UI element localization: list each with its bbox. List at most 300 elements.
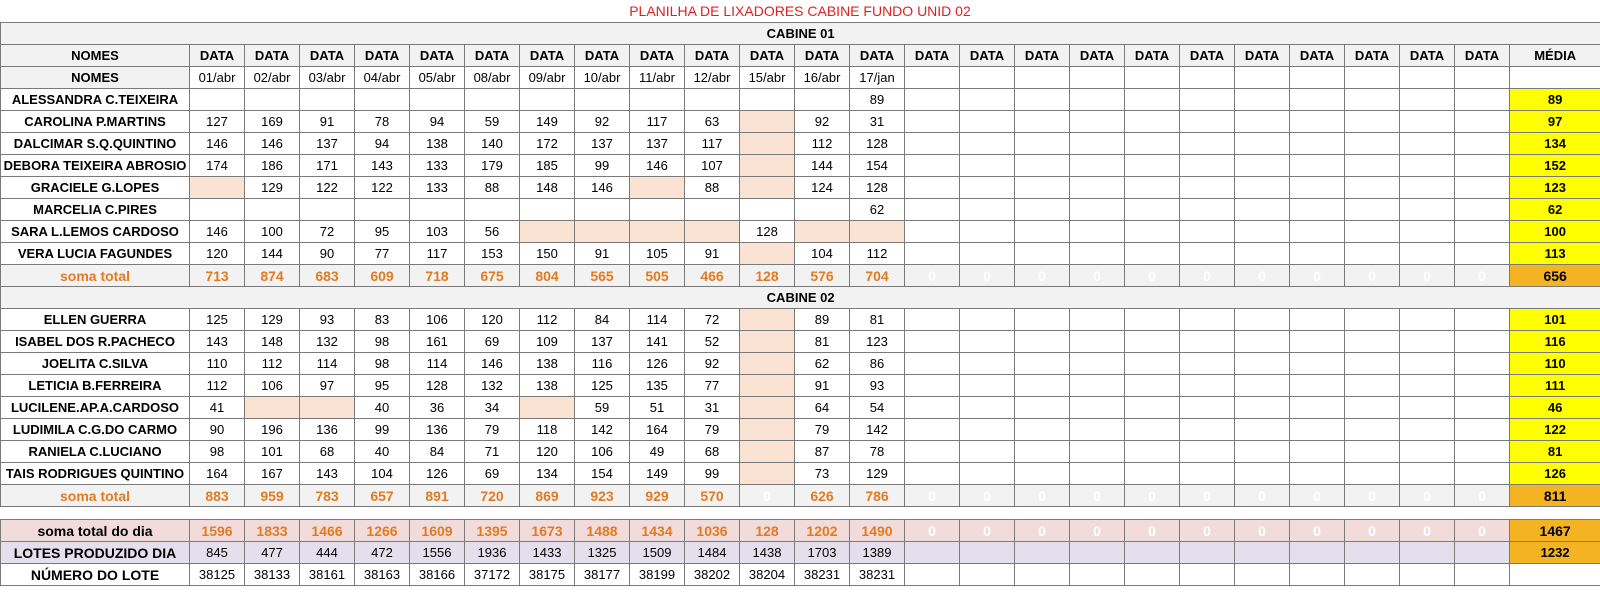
value-cell[interactable]: 105 <box>630 243 685 265</box>
value-cell[interactable]: 95 <box>355 375 410 397</box>
date-cell[interactable]: 16/abr <box>795 67 850 89</box>
value-cell[interactable] <box>1345 419 1400 441</box>
value-cell[interactable] <box>960 133 1015 155</box>
lot-number-cell[interactable] <box>1180 564 1235 586</box>
date-cell[interactable]: 03/abr <box>300 67 355 89</box>
value-cell[interactable]: 129 <box>850 463 905 485</box>
value-cell[interactable] <box>355 199 410 221</box>
value-cell[interactable]: 101 <box>245 441 300 463</box>
value-cell[interactable] <box>1345 397 1400 419</box>
total-cell[interactable]: 0 <box>905 265 960 287</box>
value-cell[interactable] <box>1015 309 1070 331</box>
value-cell[interactable]: 107 <box>685 155 740 177</box>
lot-number-cell[interactable] <box>1345 564 1400 586</box>
value-cell[interactable] <box>740 199 795 221</box>
value-cell[interactable]: 141 <box>630 331 685 353</box>
date-header[interactable]: DATA <box>1455 45 1510 67</box>
lots-cell[interactable]: 1509 <box>630 542 685 564</box>
value-cell[interactable]: 146 <box>465 353 520 375</box>
total-cell[interactable]: 0 <box>1455 485 1510 507</box>
value-cell[interactable]: 93 <box>300 309 355 331</box>
value-cell[interactable] <box>1455 221 1510 243</box>
value-cell[interactable]: 62 <box>850 199 905 221</box>
value-cell[interactable] <box>1125 353 1180 375</box>
value-cell[interactable] <box>1290 331 1345 353</box>
value-cell[interactable] <box>1455 353 1510 375</box>
value-cell[interactable] <box>1455 375 1510 397</box>
value-cell[interactable] <box>1180 111 1235 133</box>
value-cell[interactable]: 117 <box>630 111 685 133</box>
value-cell[interactable] <box>1125 221 1180 243</box>
value-cell[interactable]: 112 <box>245 353 300 375</box>
total-cell[interactable]: 609 <box>355 265 410 287</box>
value-cell[interactable] <box>1400 133 1455 155</box>
value-cell[interactable] <box>1235 221 1290 243</box>
value-cell[interactable] <box>740 155 795 177</box>
date-header[interactable]: DATA <box>1345 45 1400 67</box>
value-cell[interactable]: 94 <box>355 133 410 155</box>
value-cell[interactable]: 99 <box>685 463 740 485</box>
lot-number-cell[interactable] <box>1400 564 1455 586</box>
value-cell[interactable] <box>300 199 355 221</box>
total-cell[interactable]: 0 <box>1070 265 1125 287</box>
value-cell[interactable] <box>905 177 960 199</box>
media-header[interactable]: MÉDIA <box>1510 45 1600 67</box>
value-cell[interactable]: 54 <box>850 397 905 419</box>
lot-number-cell[interactable] <box>960 564 1015 586</box>
value-cell[interactable] <box>1070 375 1125 397</box>
value-cell[interactable] <box>1290 375 1345 397</box>
total-cell[interactable]: 0 <box>905 520 960 542</box>
lots-label[interactable]: LOTES PRODUZIDO DIA <box>1 542 190 564</box>
value-cell[interactable] <box>905 309 960 331</box>
date-header[interactable]: DATA <box>355 45 410 67</box>
media-value[interactable]: 134 <box>1510 133 1600 155</box>
date-header[interactable]: DATA <box>520 45 575 67</box>
value-cell[interactable] <box>1180 243 1235 265</box>
value-cell[interactable] <box>1180 309 1235 331</box>
value-cell[interactable] <box>905 375 960 397</box>
total-cell[interactable]: 683 <box>300 265 355 287</box>
total-cell[interactable]: 0 <box>1455 520 1510 542</box>
value-cell[interactable] <box>1015 155 1070 177</box>
day-total-label[interactable]: soma total do dia <box>1 520 190 542</box>
date-cell[interactable]: 09/abr <box>520 67 575 89</box>
value-cell[interactable]: 112 <box>520 309 575 331</box>
value-cell[interactable]: 142 <box>850 419 905 441</box>
total-cell[interactable]: 0 <box>1015 485 1070 507</box>
value-cell[interactable] <box>1180 221 1235 243</box>
total-cell[interactable]: 720 <box>465 485 520 507</box>
value-cell[interactable] <box>1235 243 1290 265</box>
value-cell[interactable]: 36 <box>410 397 465 419</box>
value-cell[interactable]: 137 <box>575 133 630 155</box>
date-header[interactable]: DATA <box>850 45 905 67</box>
lots-cell[interactable]: 444 <box>300 542 355 564</box>
date-cell[interactable] <box>1290 67 1345 89</box>
total-cell[interactable]: 0 <box>1180 265 1235 287</box>
total-cell[interactable]: 0 <box>1180 485 1235 507</box>
lots-cell[interactable] <box>1400 542 1455 564</box>
value-cell[interactable] <box>1015 89 1070 111</box>
value-cell[interactable] <box>355 89 410 111</box>
value-cell[interactable] <box>905 397 960 419</box>
value-cell[interactable] <box>1070 111 1125 133</box>
value-cell[interactable] <box>1180 397 1235 419</box>
date-header[interactable]: DATA <box>465 45 520 67</box>
value-cell[interactable]: 88 <box>465 177 520 199</box>
value-cell[interactable] <box>1180 419 1235 441</box>
total-cell[interactable]: 565 <box>575 265 630 287</box>
value-cell[interactable]: 31 <box>685 397 740 419</box>
lots-cell[interactable]: 1936 <box>465 542 520 564</box>
value-cell[interactable] <box>1235 419 1290 441</box>
lot-number-cell[interactable]: 38199 <box>630 564 685 586</box>
value-cell[interactable]: 149 <box>520 111 575 133</box>
value-cell[interactable] <box>465 199 520 221</box>
person-name[interactable]: ISABEL DOS R.PACHECO <box>1 331 190 353</box>
value-cell[interactable]: 59 <box>465 111 520 133</box>
media-value[interactable]: 46 <box>1510 397 1600 419</box>
total-cell[interactable]: 0 <box>960 265 1015 287</box>
value-cell[interactable]: 64 <box>795 397 850 419</box>
value-cell[interactable] <box>1235 441 1290 463</box>
value-cell[interactable]: 146 <box>575 177 630 199</box>
total-cell[interactable]: 869 <box>520 485 575 507</box>
total-cell[interactable]: 0 <box>1400 520 1455 542</box>
value-cell[interactable]: 73 <box>795 463 850 485</box>
person-name[interactable]: TAIS RODRIGUES QUINTINO <box>1 463 190 485</box>
lots-cell[interactable] <box>1345 542 1400 564</box>
value-cell[interactable]: 71 <box>465 441 520 463</box>
total-cell[interactable]: 1434 <box>630 520 685 542</box>
total-cell[interactable]: 0 <box>1125 265 1180 287</box>
value-cell[interactable] <box>1345 331 1400 353</box>
total-cell[interactable]: 959 <box>245 485 300 507</box>
value-cell[interactable] <box>1290 397 1345 419</box>
value-cell[interactable]: 161 <box>410 331 465 353</box>
date-header[interactable]: DATA <box>740 45 795 67</box>
value-cell[interactable] <box>630 199 685 221</box>
total-cell[interactable]: 0 <box>1345 485 1400 507</box>
value-cell[interactable]: 78 <box>850 441 905 463</box>
value-cell[interactable] <box>740 353 795 375</box>
value-cell[interactable] <box>1400 111 1455 133</box>
value-cell[interactable] <box>1125 243 1180 265</box>
value-cell[interactable] <box>1345 89 1400 111</box>
value-cell[interactable] <box>1125 309 1180 331</box>
value-cell[interactable]: 106 <box>245 375 300 397</box>
value-cell[interactable]: 154 <box>850 155 905 177</box>
value-cell[interactable] <box>630 221 685 243</box>
total-cell[interactable]: 128 <box>740 265 795 287</box>
total-cell[interactable]: 0 <box>1400 265 1455 287</box>
value-cell[interactable] <box>1180 177 1235 199</box>
value-cell[interactable] <box>960 177 1015 199</box>
value-cell[interactable]: 140 <box>465 133 520 155</box>
value-cell[interactable]: 77 <box>685 375 740 397</box>
lot-number-cell[interactable] <box>1125 564 1180 586</box>
value-cell[interactable]: 68 <box>685 441 740 463</box>
value-cell[interactable]: 135 <box>630 375 685 397</box>
value-cell[interactable]: 154 <box>575 463 630 485</box>
value-cell[interactable]: 68 <box>300 441 355 463</box>
total-cell[interactable]: 1202 <box>795 520 850 542</box>
value-cell[interactable] <box>960 111 1015 133</box>
value-cell[interactable]: 186 <box>245 155 300 177</box>
value-cell[interactable]: 138 <box>520 353 575 375</box>
value-cell[interactable] <box>960 419 1015 441</box>
date-cell[interactable] <box>1125 67 1180 89</box>
value-cell[interactable] <box>1235 199 1290 221</box>
value-cell[interactable] <box>1015 177 1070 199</box>
value-cell[interactable]: 134 <box>520 463 575 485</box>
value-cell[interactable] <box>1070 331 1125 353</box>
value-cell[interactable] <box>1400 309 1455 331</box>
value-cell[interactable]: 128 <box>740 221 795 243</box>
date-header[interactable]: DATA <box>685 45 740 67</box>
value-cell[interactable] <box>1070 309 1125 331</box>
total-cell[interactable]: 1488 <box>575 520 630 542</box>
value-cell[interactable] <box>1400 441 1455 463</box>
value-cell[interactable] <box>1400 375 1455 397</box>
value-cell[interactable] <box>1235 397 1290 419</box>
value-cell[interactable]: 143 <box>300 463 355 485</box>
value-cell[interactable]: 98 <box>355 331 410 353</box>
person-name[interactable]: GRACIELE G.LOPES <box>1 177 190 199</box>
value-cell[interactable] <box>740 177 795 199</box>
lot-number-cell[interactable] <box>1290 564 1345 586</box>
value-cell[interactable] <box>1015 111 1070 133</box>
lots-cell[interactable] <box>1015 542 1070 564</box>
total-cell[interactable]: 576 <box>795 265 850 287</box>
value-cell[interactable] <box>1455 133 1510 155</box>
value-cell[interactable]: 41 <box>190 397 245 419</box>
value-cell[interactable] <box>1180 155 1235 177</box>
value-cell[interactable] <box>1125 89 1180 111</box>
value-cell[interactable]: 126 <box>630 353 685 375</box>
total-cell[interactable]: 0 <box>1180 520 1235 542</box>
value-cell[interactable]: 92 <box>685 353 740 375</box>
value-cell[interactable] <box>630 177 685 199</box>
value-cell[interactable]: 122 <box>355 177 410 199</box>
value-cell[interactable]: 97 <box>300 375 355 397</box>
value-cell[interactable] <box>410 199 465 221</box>
lots-cell[interactable]: 477 <box>245 542 300 564</box>
value-cell[interactable] <box>1015 375 1070 397</box>
value-cell[interactable] <box>1235 331 1290 353</box>
person-name[interactable]: RANIELA C.LUCIANO <box>1 441 190 463</box>
value-cell[interactable]: 153 <box>465 243 520 265</box>
total-cell[interactable]: 929 <box>630 485 685 507</box>
person-name[interactable]: LETICIA B.FERREIRA <box>1 375 190 397</box>
total-cell[interactable]: 1833 <box>245 520 300 542</box>
media-value[interactable]: 116 <box>1510 331 1600 353</box>
value-cell[interactable]: 94 <box>410 111 465 133</box>
media-value[interactable]: 126 <box>1510 463 1600 485</box>
lot-number-cell[interactable]: 38125 <box>190 564 245 586</box>
value-cell[interactable] <box>245 89 300 111</box>
value-cell[interactable] <box>960 441 1015 463</box>
date-header[interactable]: DATA <box>630 45 685 67</box>
value-cell[interactable] <box>300 89 355 111</box>
value-cell[interactable] <box>1455 111 1510 133</box>
total-cell[interactable]: 0 <box>1125 485 1180 507</box>
value-cell[interactable]: 136 <box>300 419 355 441</box>
lot-number-cell[interactable]: 38133 <box>245 564 300 586</box>
value-cell[interactable] <box>575 199 630 221</box>
value-cell[interactable] <box>1235 155 1290 177</box>
value-cell[interactable] <box>1290 111 1345 133</box>
value-cell[interactable] <box>1345 243 1400 265</box>
lot-number-cell[interactable] <box>1235 564 1290 586</box>
date-cell[interactable] <box>905 67 960 89</box>
total-cell[interactable]: 0 <box>740 485 795 507</box>
value-cell[interactable]: 146 <box>190 133 245 155</box>
date-cell[interactable] <box>960 67 1015 89</box>
total-cell[interactable]: 704 <box>850 265 905 287</box>
lot-number-cell[interactable]: 38166 <box>410 564 465 586</box>
media-value[interactable]: 110 <box>1510 353 1600 375</box>
value-cell[interactable] <box>1345 353 1400 375</box>
value-cell[interactable]: 148 <box>245 331 300 353</box>
total-cell[interactable]: 0 <box>1015 265 1070 287</box>
value-cell[interactable] <box>190 177 245 199</box>
date-cell[interactable]: 08/abr <box>465 67 520 89</box>
value-cell[interactable] <box>1070 199 1125 221</box>
lots-cell[interactable] <box>1125 542 1180 564</box>
value-cell[interactable]: 120 <box>520 441 575 463</box>
value-cell[interactable]: 114 <box>410 353 465 375</box>
value-cell[interactable] <box>1455 155 1510 177</box>
value-cell[interactable] <box>1455 441 1510 463</box>
value-cell[interactable] <box>1070 221 1125 243</box>
lots-cell[interactable]: 1703 <box>795 542 850 564</box>
person-name[interactable]: VERA LUCIA FAGUNDES <box>1 243 190 265</box>
value-cell[interactable] <box>520 397 575 419</box>
value-cell[interactable] <box>1400 331 1455 353</box>
value-cell[interactable] <box>1290 133 1345 155</box>
lots-cell[interactable]: 1325 <box>575 542 630 564</box>
media-value[interactable]: 81 <box>1510 441 1600 463</box>
value-cell[interactable]: 123 <box>850 331 905 353</box>
value-cell[interactable] <box>795 89 850 111</box>
value-cell[interactable]: 59 <box>575 397 630 419</box>
value-cell[interactable] <box>1455 309 1510 331</box>
value-cell[interactable]: 116 <box>575 353 630 375</box>
date-cell[interactable] <box>1235 67 1290 89</box>
person-name[interactable]: LUCILENE.AP.A.CARDOSO <box>1 397 190 419</box>
total-cell[interactable]: 783 <box>300 485 355 507</box>
total-cell[interactable]: 1609 <box>410 520 465 542</box>
value-cell[interactable]: 72 <box>685 309 740 331</box>
value-cell[interactable]: 171 <box>300 155 355 177</box>
media-value[interactable]: 123 <box>1510 177 1600 199</box>
total-cell[interactable]: 0 <box>1455 265 1510 287</box>
value-cell[interactable] <box>1400 353 1455 375</box>
date-header[interactable]: DATA <box>300 45 355 67</box>
value-cell[interactable] <box>1400 89 1455 111</box>
value-cell[interactable] <box>795 199 850 221</box>
value-cell[interactable]: 99 <box>575 155 630 177</box>
value-cell[interactable] <box>1125 199 1180 221</box>
value-cell[interactable]: 137 <box>630 133 685 155</box>
value-cell[interactable]: 72 <box>300 221 355 243</box>
value-cell[interactable] <box>1400 419 1455 441</box>
value-cell[interactable]: 51 <box>630 397 685 419</box>
value-cell[interactable]: 91 <box>575 243 630 265</box>
value-cell[interactable]: 128 <box>410 375 465 397</box>
media-cell[interactable] <box>1510 67 1600 89</box>
total-cell[interactable]: 0 <box>960 520 1015 542</box>
date-header[interactable]: DATA <box>795 45 850 67</box>
value-cell[interactable]: 126 <box>410 463 465 485</box>
value-cell[interactable] <box>1180 441 1235 463</box>
value-cell[interactable] <box>740 243 795 265</box>
value-cell[interactable] <box>1345 309 1400 331</box>
total-cell[interactable]: 883 <box>190 485 245 507</box>
lots-cell[interactable] <box>960 542 1015 564</box>
value-cell[interactable] <box>905 463 960 485</box>
value-cell[interactable]: 93 <box>850 375 905 397</box>
value-cell[interactable] <box>1235 111 1290 133</box>
value-cell[interactable]: 148 <box>520 177 575 199</box>
value-cell[interactable]: 143 <box>190 331 245 353</box>
total-cell[interactable]: 0 <box>1070 485 1125 507</box>
lots-cell[interactable] <box>1235 542 1290 564</box>
total-cell[interactable]: 0 <box>1290 520 1345 542</box>
value-cell[interactable] <box>1180 89 1235 111</box>
media-value[interactable]: 97 <box>1510 111 1600 133</box>
value-cell[interactable]: 109 <box>520 331 575 353</box>
value-cell[interactable]: 81 <box>795 331 850 353</box>
lot-number-cell[interactable]: 38231 <box>795 564 850 586</box>
value-cell[interactable] <box>685 221 740 243</box>
value-cell[interactable] <box>905 221 960 243</box>
value-cell[interactable]: 49 <box>630 441 685 463</box>
value-cell[interactable] <box>960 309 1015 331</box>
value-cell[interactable] <box>960 375 1015 397</box>
date-cell[interactable]: 10/abr <box>575 67 630 89</box>
value-cell[interactable]: 117 <box>685 133 740 155</box>
total-cell[interactable]: 0 <box>1235 265 1290 287</box>
value-cell[interactable]: 128 <box>850 177 905 199</box>
value-cell[interactable] <box>1070 177 1125 199</box>
value-cell[interactable]: 172 <box>520 133 575 155</box>
value-cell[interactable] <box>1455 199 1510 221</box>
media-value[interactable]: 1467 <box>1510 520 1600 542</box>
cabin-02-total-label[interactable]: soma total <box>1 485 190 507</box>
value-cell[interactable]: 95 <box>355 221 410 243</box>
value-cell[interactable]: 179 <box>465 155 520 177</box>
value-cell[interactable]: 164 <box>630 419 685 441</box>
lots-cell[interactable] <box>905 542 960 564</box>
value-cell[interactable] <box>905 155 960 177</box>
value-cell[interactable] <box>575 89 630 111</box>
value-cell[interactable] <box>1070 397 1125 419</box>
value-cell[interactable] <box>1400 397 1455 419</box>
value-cell[interactable] <box>1235 309 1290 331</box>
value-cell[interactable]: 40 <box>355 441 410 463</box>
value-cell[interactable]: 100 <box>245 221 300 243</box>
value-cell[interactable]: 164 <box>190 463 245 485</box>
total-cell[interactable]: 0 <box>905 485 960 507</box>
value-cell[interactable] <box>630 89 685 111</box>
value-cell[interactable] <box>1070 441 1125 463</box>
value-cell[interactable] <box>960 463 1015 485</box>
total-cell[interactable]: 1395 <box>465 520 520 542</box>
value-cell[interactable] <box>1070 155 1125 177</box>
